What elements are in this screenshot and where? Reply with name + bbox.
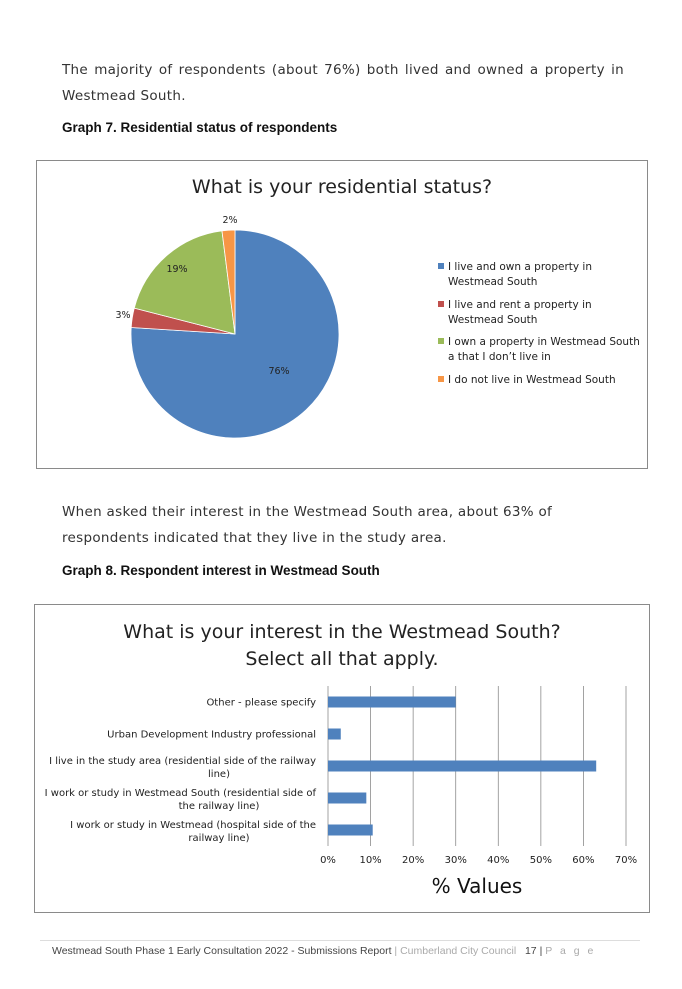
bar-3 bbox=[328, 793, 366, 804]
pie-data-label-2: 19% bbox=[166, 264, 188, 275]
footer-separator: | bbox=[391, 945, 401, 957]
bar-tick-label-5: 50% bbox=[529, 855, 552, 866]
pie-legend-label-0: I live and own a property in Westmead South bbox=[448, 261, 593, 288]
footer-page-number: 17 bbox=[524, 945, 537, 957]
graph8-title: Graph 8. Respondent interest in Westmead South bbox=[62, 563, 380, 578]
pie-legend-swatch-2 bbox=[438, 338, 444, 344]
bar-category-label-4: I work or study in Westmead (hospital side of the railway line) bbox=[70, 820, 316, 844]
pie-legend-item-2 bbox=[438, 336, 640, 363]
bar-tick-label-0: 0% bbox=[320, 855, 336, 866]
pie-legend-swatch-1 bbox=[438, 301, 444, 307]
bar-tick-label-4: 40% bbox=[487, 855, 510, 866]
pie-legend-swatch-0 bbox=[438, 263, 444, 269]
pie-chart bbox=[37, 161, 647, 468]
footer-page-word: P a g e bbox=[545, 945, 596, 957]
bar-tick-label-6: 60% bbox=[572, 855, 595, 866]
intro-paragraph: The majority of respondents (about 76%) both lived and owned a property in Westmead South. bbox=[62, 62, 624, 104]
pie-legend-label-3: I do not live in Westmead South bbox=[448, 374, 616, 386]
pie-chart-title: What is your residential status? bbox=[191, 176, 493, 198]
pie-chart-frame bbox=[36, 160, 648, 469]
bar-chart bbox=[35, 605, 649, 912]
bar-category-label-3: I work or study in Westmead South (residential side of the railway line) bbox=[44, 788, 316, 812]
footer-doc-title: Westmead South Phase 1 Early Consultation 2022 - Submissions Report bbox=[52, 945, 392, 957]
bar-chart-title-line-2: Select all that apply. bbox=[245, 648, 439, 670]
pie-legend-item-3 bbox=[438, 374, 616, 386]
bar-tick-label-7: 70% bbox=[614, 855, 638, 866]
bar-category-label-0: Other - please specify bbox=[206, 697, 316, 709]
bar-2 bbox=[328, 761, 596, 772]
pie-data-label-0: 76% bbox=[268, 366, 290, 377]
bar-chart-frame bbox=[34, 604, 650, 913]
page-footer: Westmead South Phase 1 Early Consultation 2022 - Submissions Report | Cumberland City Council 17 | P a g e bbox=[40, 940, 640, 963]
bar-category-label-1: Urban Development Industry professional bbox=[107, 729, 316, 741]
bar-category-label-2: I live in the study area (residential side of the railway line) bbox=[49, 756, 316, 780]
bar-4 bbox=[328, 825, 373, 836]
bar-tick-label-3: 30% bbox=[444, 855, 467, 866]
pie-data-label-1: 3% bbox=[115, 310, 131, 321]
footer-org: Cumberland City Council bbox=[400, 945, 517, 957]
pie-legend-swatch-3 bbox=[438, 376, 444, 382]
pie-data-label-3: 2% bbox=[222, 215, 238, 226]
pie-legend-label-1: I live and rent a property in Westmead South bbox=[448, 299, 592, 326]
interest-paragraph: When asked their interest in the Westmead South area, about 63% of respondents indicated that they live in the study area. bbox=[62, 504, 553, 546]
pie-legend-label-2: I own a property in Westmead South a that I don’t live in bbox=[448, 336, 640, 363]
graph7-title: Graph 7. Residential status of respondents bbox=[62, 120, 338, 135]
bar-tick-label-1: 10% bbox=[359, 855, 382, 866]
bar-x-axis-label: % Values bbox=[431, 874, 523, 898]
bar-1 bbox=[328, 729, 341, 740]
pie-legend-item-0 bbox=[438, 261, 592, 288]
bar-tick-label-2: 20% bbox=[402, 855, 425, 866]
bar-chart-title-line-1: What is your interest in the Westmead South? bbox=[123, 621, 561, 643]
bar-0 bbox=[328, 697, 456, 708]
pie-legend-item-1 bbox=[438, 299, 592, 326]
